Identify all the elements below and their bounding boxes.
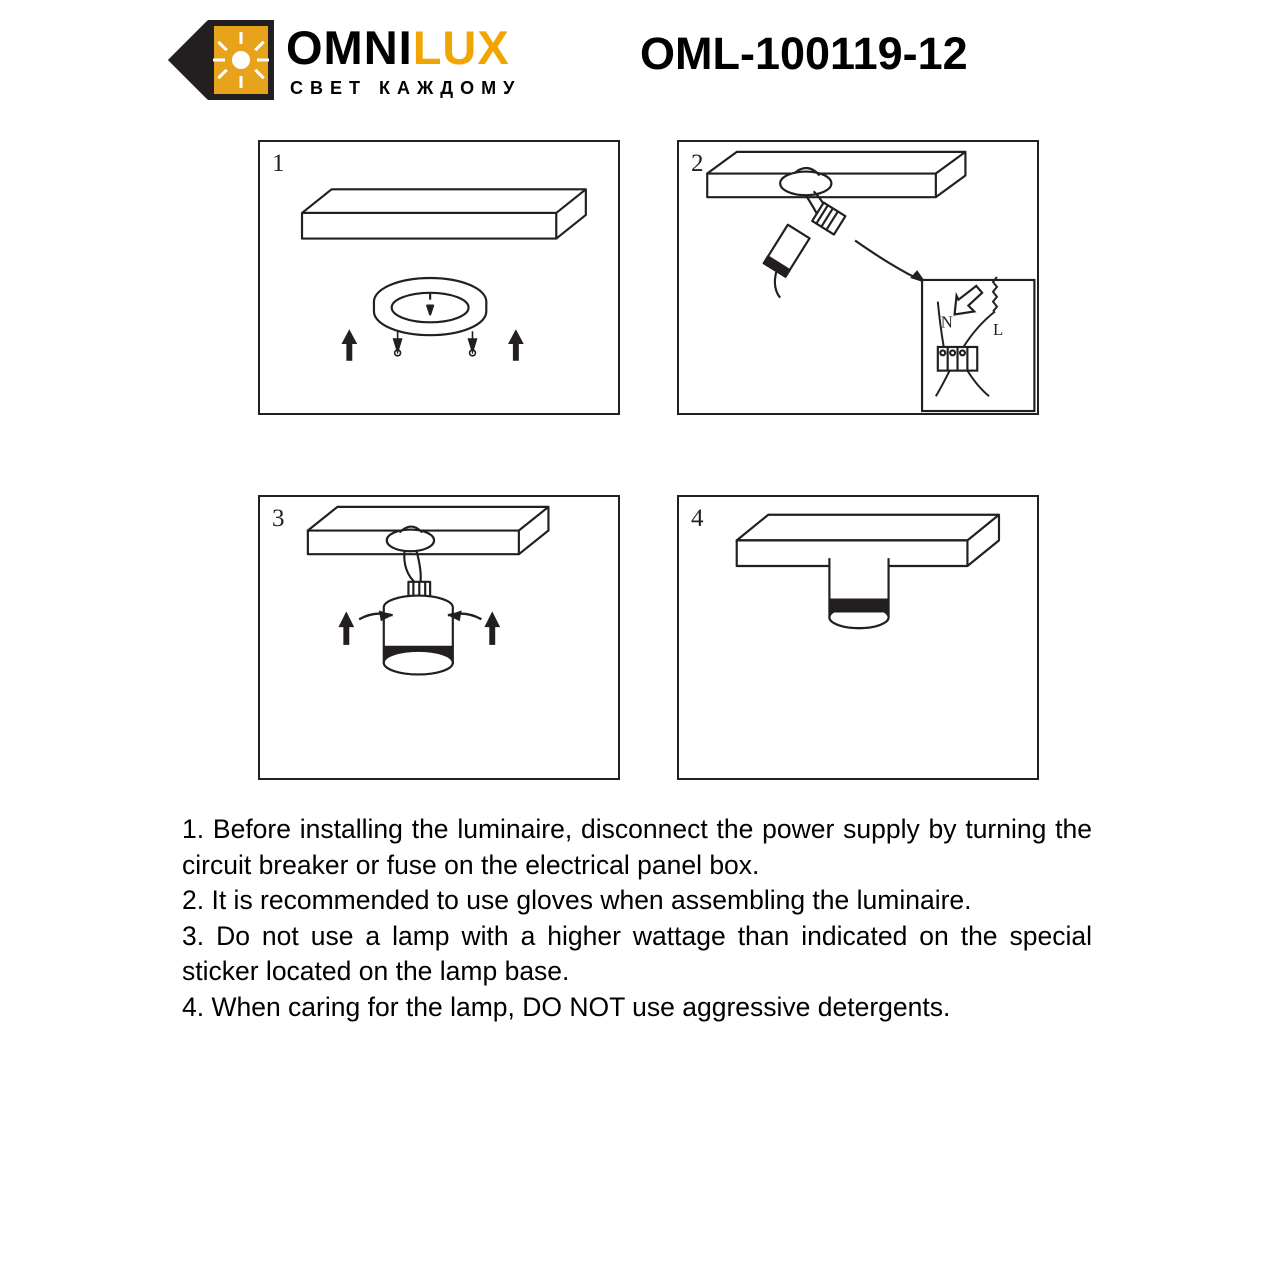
- screw-marker-left: [394, 331, 402, 356]
- step-panel-3: [258, 495, 620, 780]
- step-1-illustration: [260, 142, 618, 413]
- note-item-1: 1. Before installing the luminaire, disconnect the power supply by turning the circuit breaker or fuse on the electrical panel box.: [182, 814, 1092, 880]
- arrow-up-right-3: [484, 611, 500, 645]
- note-item-2: 2. It is recommended to use gloves when assembling the luminaire.: [182, 885, 972, 915]
- arrow-up-left-3: [338, 611, 354, 645]
- step-panel-4: [677, 495, 1039, 780]
- page-header: [0, 0, 1280, 120]
- screw-marker-right: [469, 331, 477, 356]
- step-4-illustration: [679, 497, 1037, 778]
- model-code: OML-100119-12: [640, 28, 968, 79]
- brand-logo: [168, 12, 588, 112]
- label-live: L: [993, 320, 1004, 340]
- step-number-3: 3: [272, 505, 285, 532]
- safety-notes: [182, 812, 1092, 1025]
- step-number-1: 1: [272, 150, 285, 177]
- note-item-3: 3. Do not use a lamp with a higher wattage than indicated on the special sticker located on the lamp base.: [182, 920, 1092, 986]
- brand-tagline: СВЕТ КАЖДОМУ: [290, 78, 522, 98]
- brand-lux: LUX: [412, 21, 510, 74]
- arrow-up-right: [508, 329, 524, 361]
- note-item-4: 4. When caring for the lamp, DO NOT use aggressive detergents.: [182, 991, 951, 1022]
- brand-omni: OMNI: [286, 21, 413, 74]
- label-neutral: N: [940, 312, 953, 332]
- step-panel-2: [677, 140, 1039, 415]
- brand-wordmark: [286, 22, 510, 74]
- step-2-illustration: [679, 142, 1037, 413]
- pointer-arrow: [855, 241, 926, 283]
- arrow-up-left: [341, 329, 357, 361]
- wiring-inset: [922, 277, 1034, 411]
- step-number-2: 2: [691, 150, 704, 177]
- step-panel-1: [258, 140, 620, 415]
- omnilux-logo-icon: [168, 18, 278, 102]
- step-3-illustration: [260, 497, 618, 778]
- step-number-4: 4: [691, 505, 704, 532]
